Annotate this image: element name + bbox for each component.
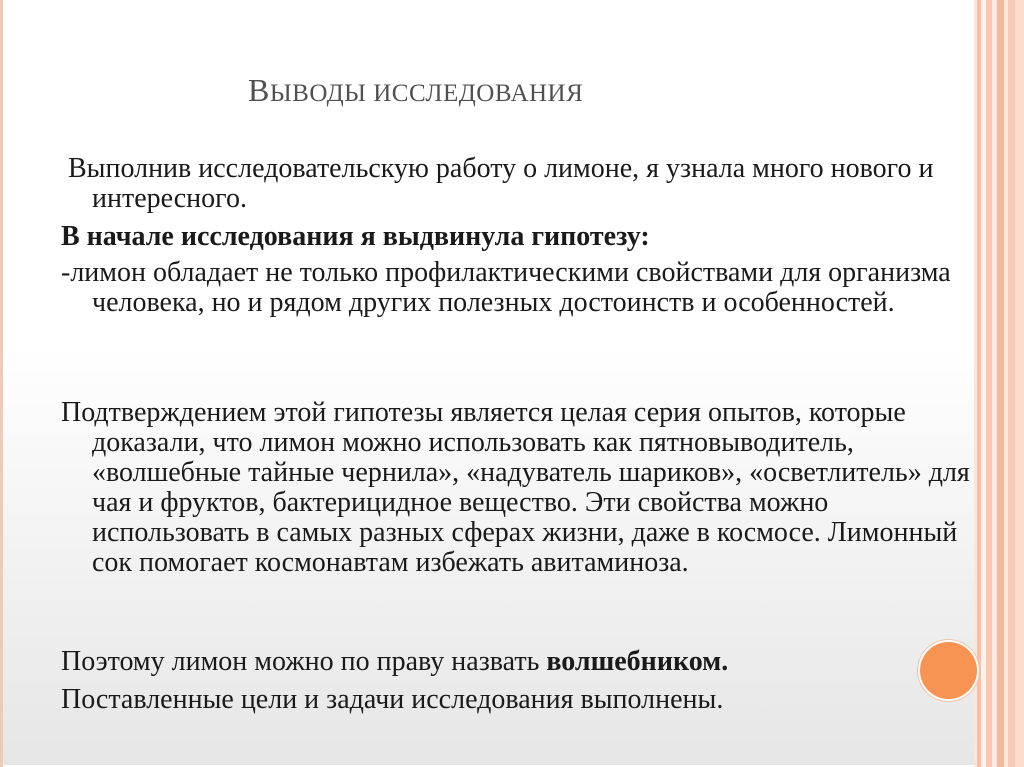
wizard-paragraph — [61, 647, 951, 677]
title-rest: ЫВОДЫ ИССЛЕДОВАНИЯ — [269, 80, 584, 107]
decorative-stripe — [997, 0, 1004, 767]
wizard-bold-word: волшебником. — [546, 646, 729, 677]
orange-circle-decoration — [920, 642, 977, 699]
wizard-text: Поэтому лимон можно по праву назвать — [61, 646, 547, 677]
decorative-stripe — [1015, 0, 1024, 767]
hypothesis-heading: В начале исследования я выдвинула гипотезу: — [61, 221, 650, 252]
slide-title — [248, 68, 848, 116]
title-capital: В — [248, 72, 270, 108]
decorative-stripe — [1008, 0, 1015, 767]
intro-paragraph: Выполнив исследовательскую работу о лимоне, я узнала много нового и интересного. — [68, 153, 934, 214]
hypothesis-paragraph: -лимон обладает не только профилактическими свойствами для организма человека, но и рядом других полезных достоинств и особенностей. — [61, 257, 951, 318]
left-border — [0, 0, 3, 767]
confirmation-paragraph: Подтверждением этой гипотезы является целая серия опытов, которые доказали, что лимон можно использовать как пятновыводитель, «волшебные тайные чернила», «надуватель шариков», «осветлитель» для чая и фруктов, бактерицидное вещество. Эти свойства можно использовать в самых разных сферах жизни, даже в космосе. Лимонный сок помогает космонавтам избежать авитаминоза. — [61, 397, 970, 578]
final-paragraph: Поставленные цели и задачи исследования выполнены. — [61, 684, 724, 715]
